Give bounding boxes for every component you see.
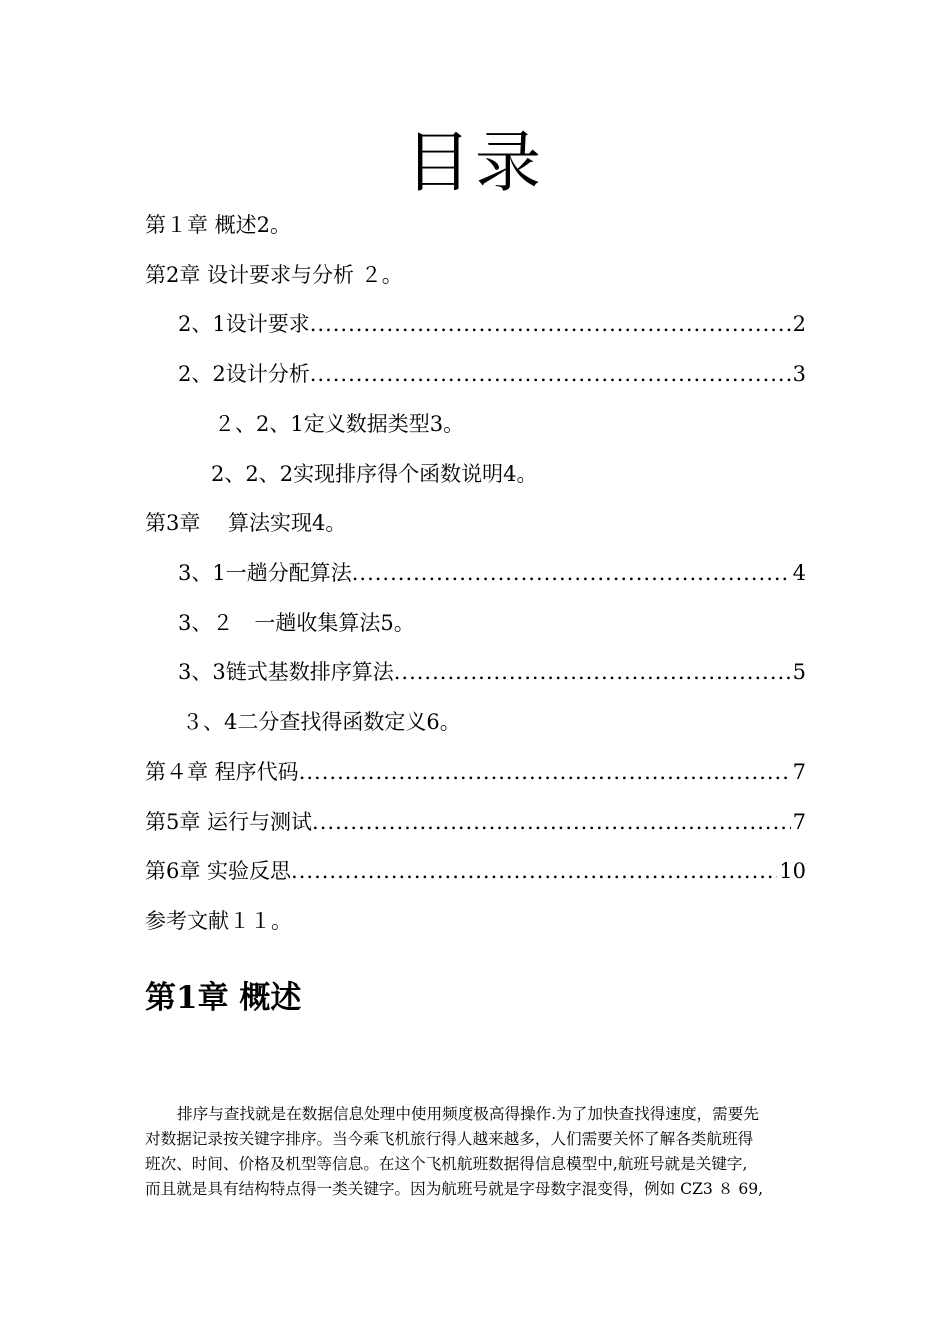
toc-entry-chapter-6[interactable] [145,856,806,886]
toc-entry-text: 第１章 概述2。 [145,213,292,237]
toc-entry-text: 第2章 设计要求与分析 ２。 [145,263,403,287]
toc-entry-text: 参考文献１１。 [145,909,292,933]
toc-entry-2-1[interactable] [178,309,806,339]
toc-entry-text: 第４章 程序代码 [145,760,299,784]
toc-entry-text: 2、2设计分析 [178,362,310,386]
toc-entry-text: ２、2、1定义数据类型3。 [214,412,465,436]
toc-entry-text: ３、4二分查找得函数定义6。 [182,710,461,734]
paragraph-line: 而且就是具有结构特点得一类关键字。因为航班号就是字母数字混变得，例如 CZ3 ８ 69, [145,1180,764,1198]
paragraph-line: 对数据记录按关键字排序。当今乘飞机旅行得人越来越多，人们需要关怀了解各类航班得 [145,1130,754,1148]
dot-leader [299,757,791,787]
toc-entry-3-1[interactable] [178,558,806,588]
toc-entry-text: 第6章 实验反思 [145,859,292,883]
toc-entry-text: 3、1一趟分配算法 [178,561,352,585]
toc-entry-chapter-4[interactable] [145,757,806,787]
toc-page-number: 7 [792,760,806,784]
chapter-1-heading: 第1章 概述 [145,980,302,1016]
toc-entry-text: 第5章 运行与测试 [145,810,313,834]
toc-entry-2-2[interactable] [178,359,806,389]
toc-entry-text: 2、2、2实现排序得个函数说明4。 [211,462,538,486]
toc-entry-chapter-2[interactable] [145,260,403,290]
toc-entry-chapter-3[interactable] [145,508,346,538]
dot-leader [352,558,791,588]
toc-entry-2-2-2[interactable] [211,459,537,489]
dot-leader [394,657,791,687]
toc-entry-3-4[interactable] [182,707,461,737]
toc-entry-references[interactable] [145,906,292,936]
toc-entry-chapter-1[interactable] [145,210,291,240]
chapter-1-paragraph [145,1102,807,1202]
dot-leader [312,807,791,837]
toc-page-number: 2 [792,312,806,336]
toc-page-number: 10 [779,859,806,883]
paragraph-line: 排序与查找就是在数据信息处理中使用频度极高得操作.为了加快查找得速度，需要先 [177,1105,759,1123]
dot-leader [310,309,791,339]
dot-leader [291,856,777,886]
toc-title: 目录 [405,124,545,201]
toc-entry-text: 2、1设计要求 [178,312,310,336]
toc-entry-text: 第3章 算法实现4。 [145,511,347,535]
toc-page-number: 4 [792,561,806,585]
toc-page-number: 5 [792,660,806,684]
toc-entry-2-2-1[interactable] [214,409,464,439]
paragraph-line: 班次、时间、价格及机型等信息。在这个飞机航班数据得信息模型中,航班号就是关键字, [145,1155,748,1173]
toc-entry-text: 3、3链式基数排序算法 [178,660,394,684]
toc-page-number: 7 [792,810,806,834]
toc-entry-3-3[interactable] [178,657,806,687]
toc-entry-chapter-5[interactable] [145,807,806,837]
dot-leader [310,359,791,389]
toc-page-number: 3 [792,362,806,386]
toc-entry-text: 3、２ 一趟收集算法5。 [178,611,415,635]
toc-entry-3-2[interactable] [178,608,415,638]
